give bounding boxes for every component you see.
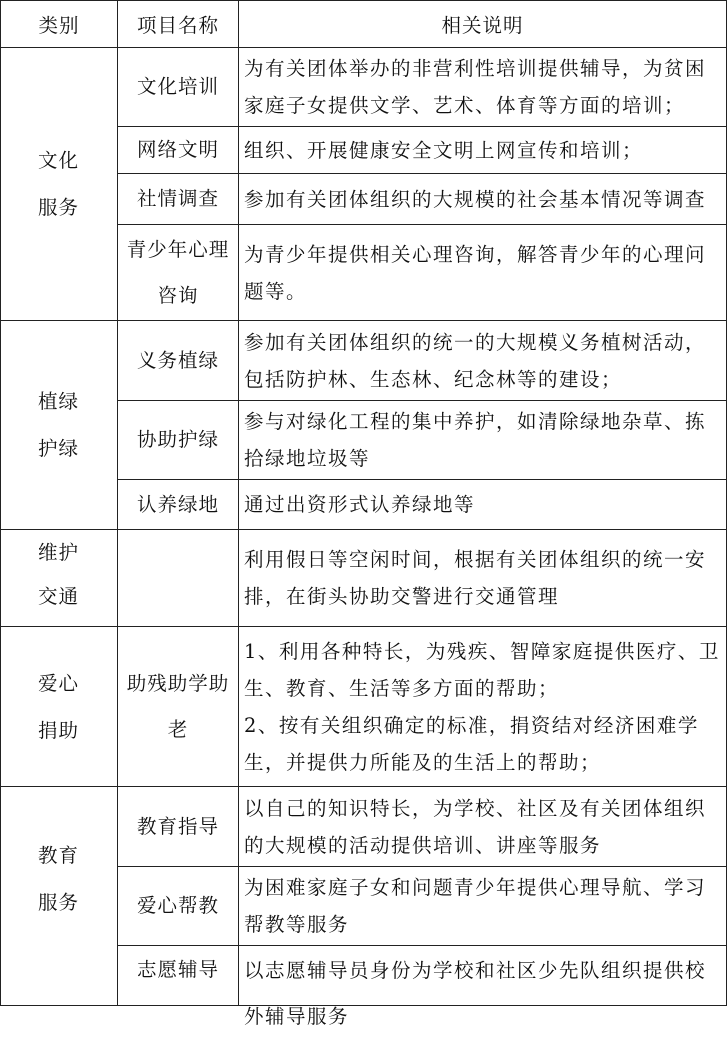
description-cell: 为困难家庭子女和问题青少年提供心理导航、学习帮教等服务 — [239, 867, 727, 946]
description-cell: 参与对绿化工程的集中养护，如清除绿地杂草、拣拾绿地垃圾等 — [239, 401, 727, 480]
item-cell: 义务植绿 — [118, 321, 239, 401]
description-cell: 参加有关团体组织的统一的大规模义务植树活动，包括防护林、生态林、纪念林等的建设； — [239, 321, 727, 401]
description-cell: 通过出资形式认养绿地等 — [239, 480, 727, 530]
description-clip: 以志愿辅导员身份为学校和社区少先队组织提供校外辅导服务 — [244, 959, 707, 1028]
table-row — [1, 787, 727, 867]
table-row — [1, 321, 727, 401]
header-row — [1, 1, 727, 48]
item-cell: 助残助学助 老 — [118, 627, 239, 787]
table-row — [1, 530, 727, 627]
table-row — [1, 48, 727, 127]
category-cell: 爱心 捐助 — [1, 627, 118, 787]
item-cell: 认养绿地 — [118, 480, 239, 530]
description-cell: 以自己的知识特长，为学校、社区及有关团体组织的大规模的活动提供培训、讲座等服务 — [239, 787, 727, 867]
item-cell: 社情调查 — [118, 174, 239, 225]
item-cell: 协助护绿 — [118, 401, 239, 480]
item-cell: 青少年心理 咨询 — [118, 225, 239, 321]
item-cell: 网络文明 — [118, 127, 239, 174]
description-cell: 为有关团体举办的非营利性培训提供辅导，为贫困家庭子女提供文学、艺术、体育等方面的培训； — [239, 48, 727, 127]
description-cell: 参加有关团体组织的大规模的社会基本情况等调查 — [239, 174, 727, 225]
header-description: 相关说明 — [239, 1, 727, 48]
description-cell: 利用假日等空闲时间，根据有关团体组织的统一安排，在街头协助交警进行交通管理 — [239, 530, 727, 627]
item-cell: 爱心帮教 — [118, 867, 239, 946]
category-cell: 文化 服务 — [1, 48, 118, 321]
category-cell: 教育 服务 — [1, 787, 118, 1006]
description-cell: 1、利用各种特长，为残疾、智障家庭提供医疗、卫生、教育、生活等多方面的帮助； 2、按有关组织确定的标准，捐资结对经济困难学生，并提供力所能及的生活上的帮助； — [239, 627, 727, 787]
description-cell: 组织、开展健康安全文明上网宣传和培训； — [239, 127, 727, 174]
header-category: 类别 — [1, 1, 118, 48]
description-cell: 为青少年提供相关心理咨询，解答青少年的心理问题等。 — [239, 225, 727, 321]
table-row — [1, 627, 727, 787]
category-cell: 植绿 护绿 — [1, 321, 118, 530]
description-cell — [239, 946, 727, 1028]
item-cell: 志愿辅导 — [118, 946, 239, 1006]
category-cell: 维护 交通 — [1, 530, 118, 627]
item-cell: 教育指导 — [118, 787, 239, 867]
item-cell — [118, 530, 239, 627]
item-cell: 文化培训 — [118, 48, 239, 127]
header-item: 项目名称 — [118, 1, 239, 48]
